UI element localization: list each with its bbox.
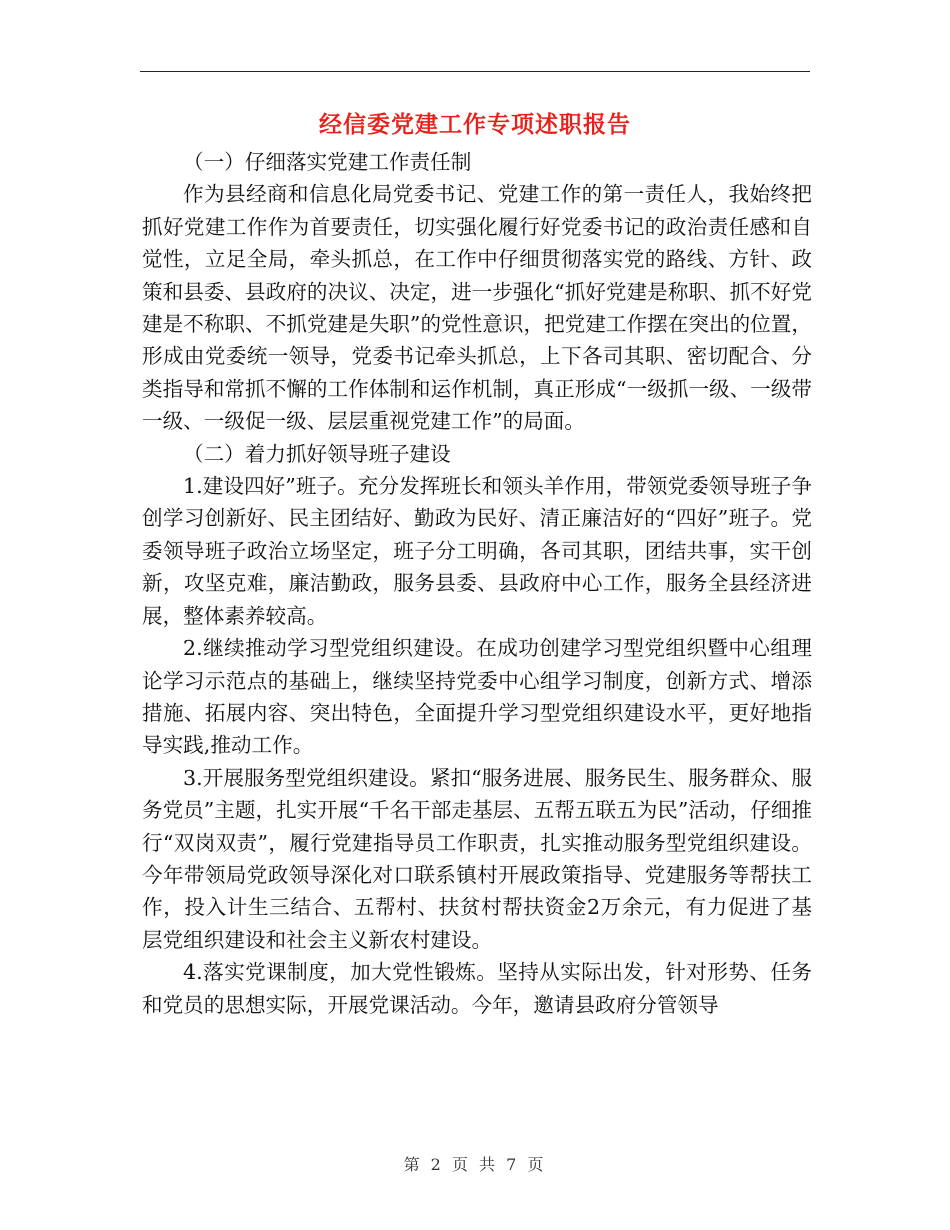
page-footer: 第 2 页 共 7 页	[403, 1155, 547, 1174]
paragraph-3: 2.继续推动学习型党组织建设。在成功创建学习型党组织暨中心组理论学习示范点的基础上，继续坚持党委中心组学习制度，创新方式、增添措施、拓展内容、突出特色，全面提升学习型党组织建设水平，更好地指导实践,推动工作。	[142, 636, 812, 758]
section-heading-2: （二）着力抓好领导班子建设	[183, 441, 451, 466]
section-heading-1: （一）仔细落实党建工作责任制	[183, 150, 472, 174]
paragraph-4: 3.开展服务型党组织建设。紧扣“服务进展、服务民生、服务群众、服务党员”主题，扎实开展“千名干部走基层、五帮五联五为民”活动，仔细推行“双岗双责”，履行党建指导员工作职责，扎实推动服务型党组织建设。今年带领局党政领导深化对口联系镇村开展政策指导、党建服务等帮扶工作，投入计生三结合、五帮村、扶贫村帮扶资金2万余元，有力促进了基层党组织建设和社会主义新农村建设。	[142, 765, 812, 952]
paragraph-2: 1.建设四好”班子。充分发挥班长和领头羊作用，带领党委领导班子争创学习创新好、民主团结好、勤政为民好、清正廉洁好的“四好”班子。党委领导班子政治立场坚定，班子分工明确，各司其职，团结共事，实干创新，攻坚克难，廉洁勤政，服务县委、县政府中心工作，服务全县经济进展，整体素养较高。	[142, 474, 812, 628]
paragraph-1: 作为县经商和信息化局党委书记、党建工作的第一责任人，我始终把抓好党建工作作为首要责任，切实强化履行好党委书记的政治责任感和自觉性，立足全局，牵头抓总，在工作中仔细贯彻落实党的路线、方针、政策和县委、县政府的决议、决定，进一步强化“抓好党建是称职、抓不好党建是不称职、不抓党建是失职”的党性意识，把党建工作摆在突出的位置，形成由党委统一领导，党委书记牵头抓总，上下各司其职、密切配合、分类指导和常抓不懈的工作体制和运作机制，真正形成“一级抓一级、一级带一级、一级促一级、层层重视党建工作”的局面。	[142, 182, 812, 434]
header-rule	[140, 71, 810, 72]
document-title: 经信委党建工作专项述职报告	[319, 111, 631, 138]
paragraph-5: 4.落实党课制度，加大党性锻炼。坚持从实际出发，针对形势、任务和党员的思想实际，开展党课活动。今年，邀请县政府分管领导	[142, 960, 812, 1017]
document-body	[142, 146, 812, 1021]
